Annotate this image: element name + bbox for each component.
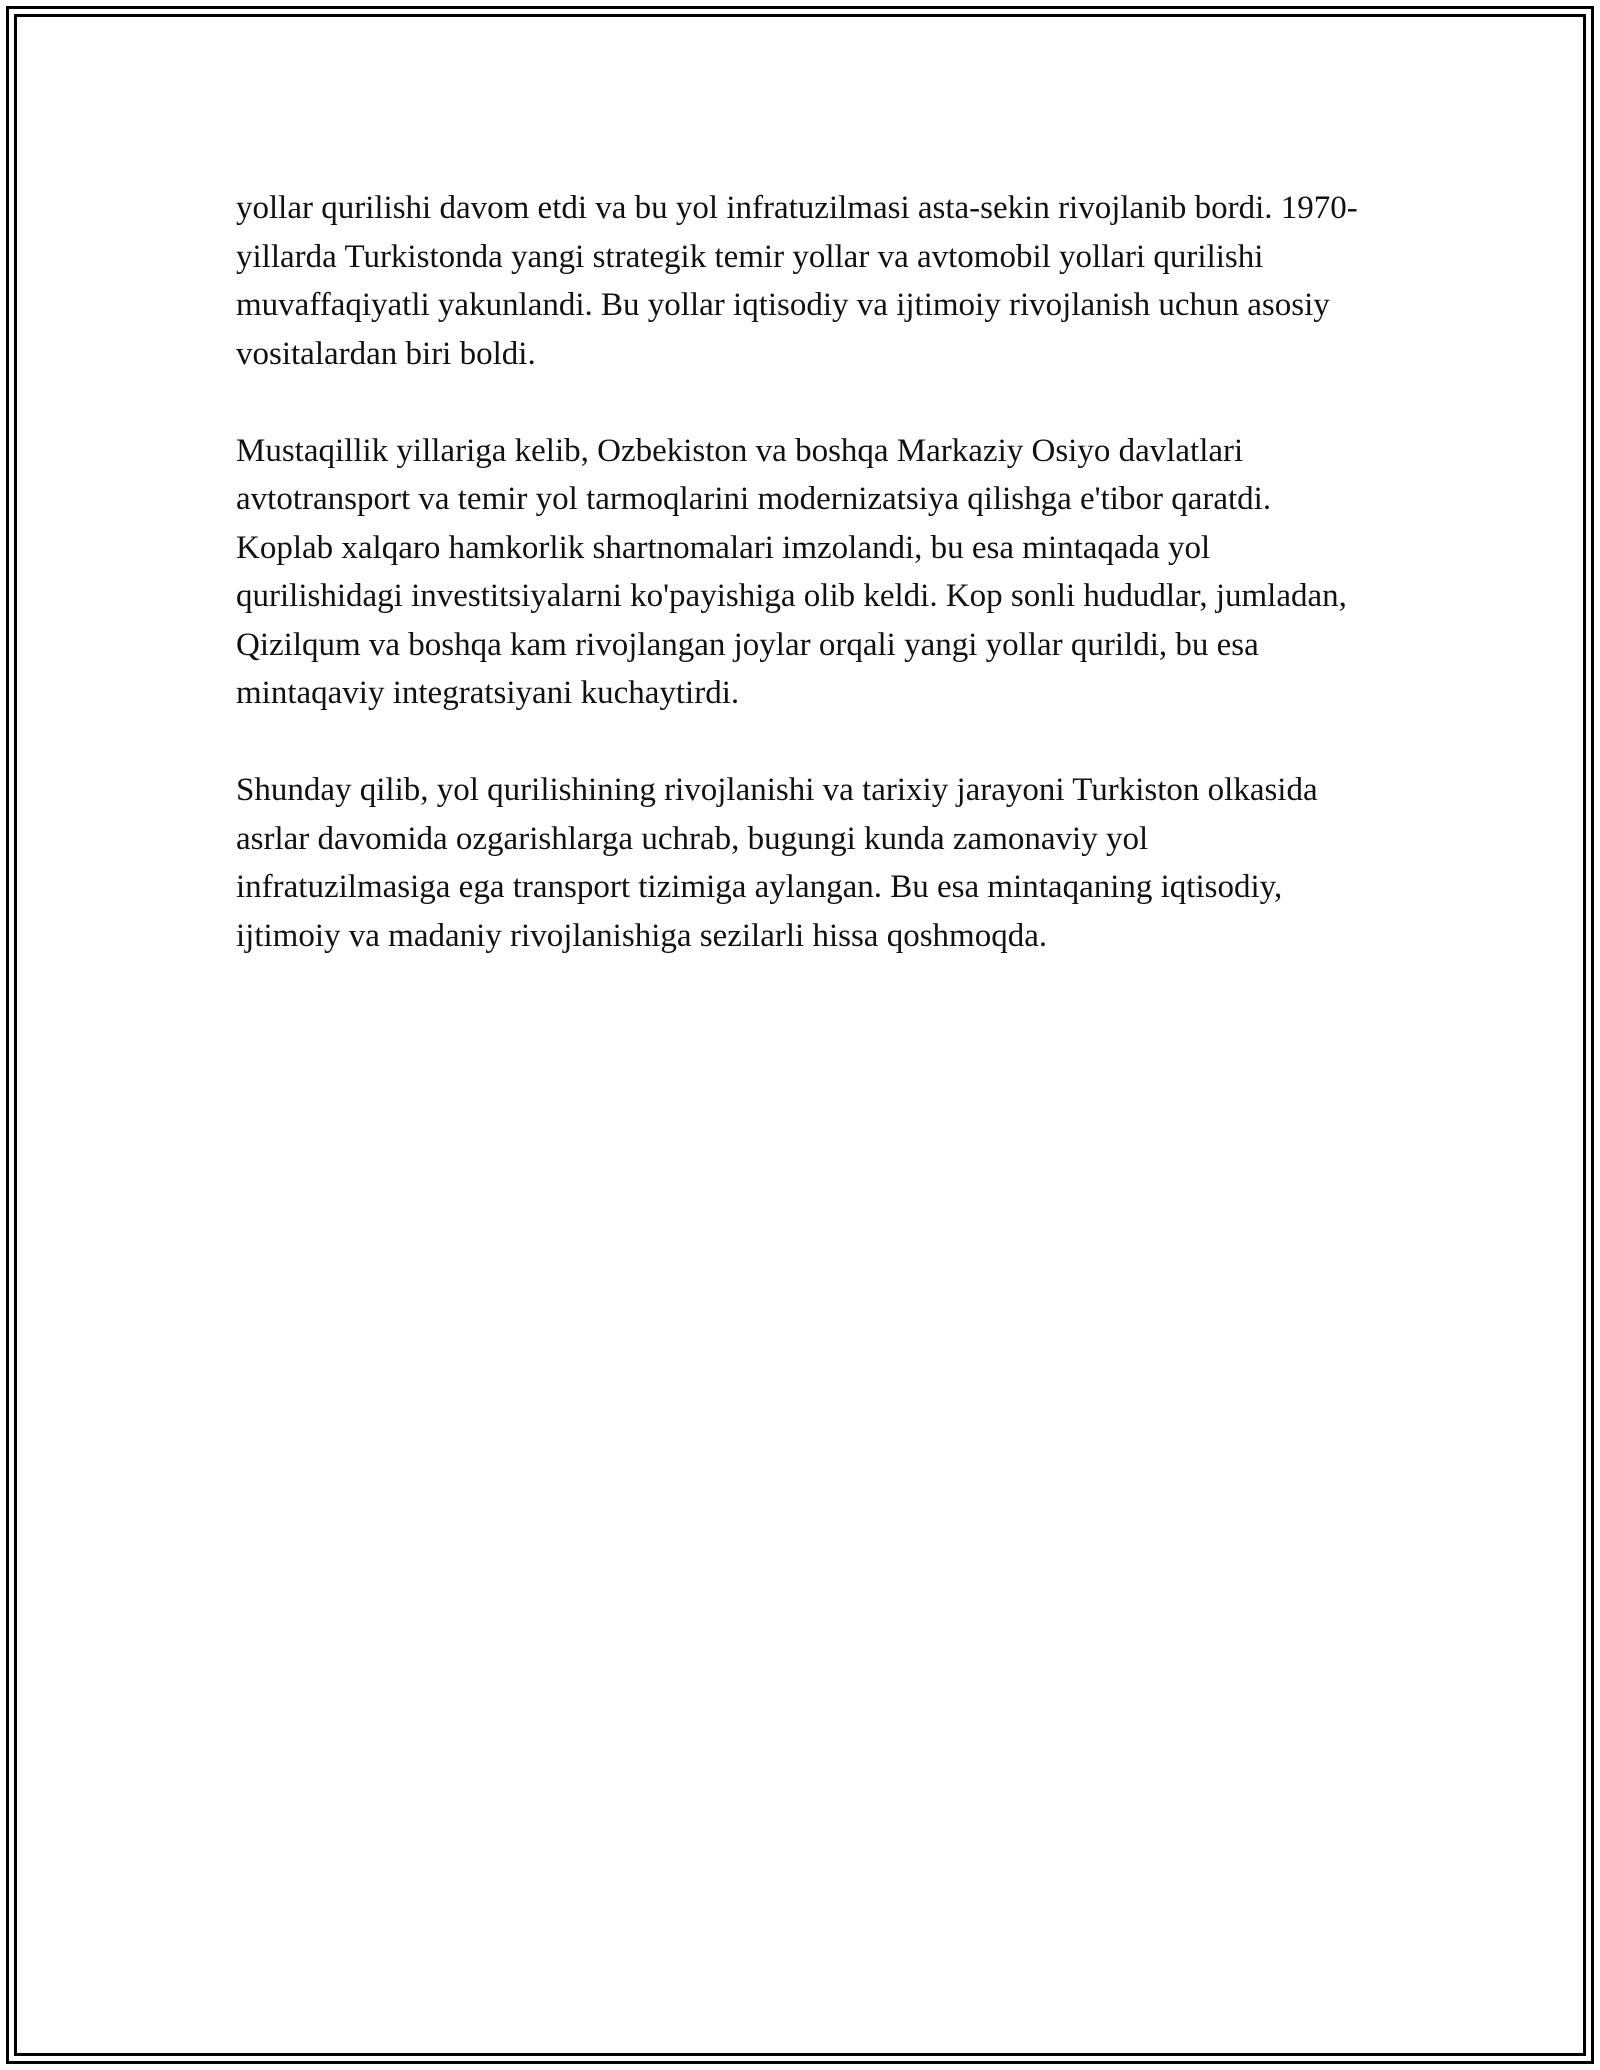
- document-body: [236, 184, 1366, 1009]
- paragraph-1: yollar qurilishi davom etdi va bu yol infratuzilmasi asta-sekin rivojlanib bordi. 1970-yillarda Turkistonda yangi strategik temir yollar va avtomobil yollari qurilishi muvaffaqiyatli yakunlandi. Bu yollar iqtisodiy va ijtimoiy rivojlanish uchun asosiy vositalardan biri boldi.: [236, 190, 1358, 372]
- paragraph-3: Shunday qilib, yol qurilishining rivojlanishi va tarixiy jarayoni Turkiston olkasida asrlar davomida ozgarishlarga uchrab, bugungi kunda zamonaviy yol infratuzilmasiga ega transport tizimiga aylangan. Bu esa mintaqaning iqtisodiy, ijtimoiy va madaniy rivojlanishiga sezilarli hissa qoshmoqda.: [236, 772, 1318, 954]
- paragraph-2: Mustaqillik yillariga kelib, Ozbekiston va boshqa Markaziy Osiyo davlatlari avtotransport va temir yol tarmoqlarini modernizatsiya qilishga e'tibor qaratdi. Koplab xalqaro hamkorlik shartnomalari imzolandi, bu esa mintaqada yol qurilishidagi investitsiyalarni ko'payishiga olib keldi. Kop sonli hududlar, jumladan, Qizilqum va boshqa kam rivojlangan joylar orqali yangi yollar qurildi, bu esa mintaqaviy integratsiyani kuchaytirdi.: [236, 432, 1347, 711]
